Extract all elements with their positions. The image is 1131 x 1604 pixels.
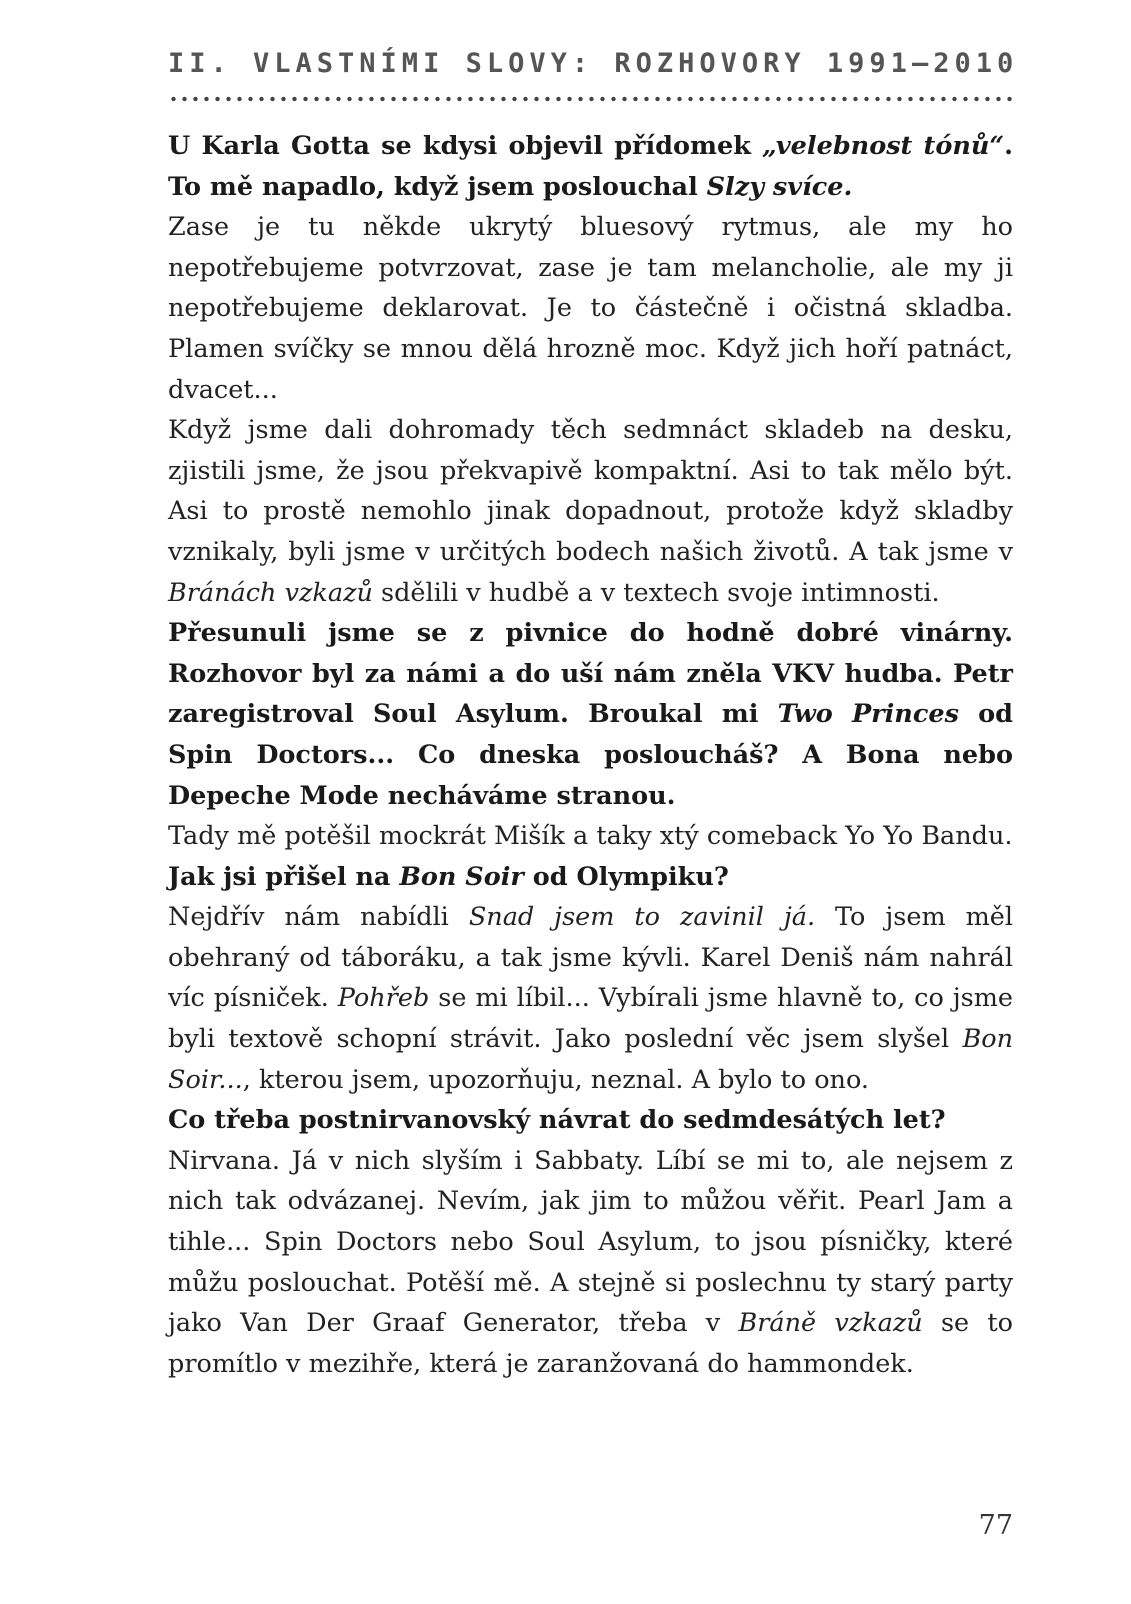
page-number: 77	[978, 1510, 1013, 1541]
interview-question	[168, 613, 1013, 816]
interview-question	[168, 126, 1013, 207]
italic-title-segment: Slzy svíce.	[706, 171, 853, 202]
interview-body	[168, 126, 1013, 1384]
interview-answer	[168, 897, 1013, 1100]
interview-question	[168, 1100, 1013, 1141]
italic-title-segment: „velebnost tónů“	[762, 131, 1005, 161]
text-segment: od Olympiku?	[523, 861, 729, 892]
text-segment: se mi líbil... Vybírali jsme hlavně to, co jsme byli textově schopní strávit. Jako poslední věc jsem slyšel	[168, 983, 1013, 1055]
interview-question	[168, 857, 1013, 898]
text-segment: Zase je tu někde ukrytý bluesový rytmus, ale my ho nepotřebujeme potvrzovat, zase je tam melancholie, ale my ji nepotřebujeme deklarovat. Je to částečně i očistná skladba. Plamen svíčky se mnou dělá hrozně moc. Když jich hoří patnáct, dvacet...	[168, 212, 1013, 405]
italic-title-segment: Bon Soir	[399, 861, 524, 892]
interview-answer	[168, 207, 1013, 410]
italic-title-segment: Bránách vzkazů	[168, 577, 373, 608]
interview-answer	[168, 1141, 1013, 1385]
running-header: II. VLASTNÍMI SLOVY: ROZHOVORY 1991–2010	[168, 48, 1019, 79]
text-segment: Přesunuli jsme se z pivnice do hodně dobré vinárny. Rozhovor byl za námi a do uší nám zněla VKV hudba. Petr zaregistroval Soul Asylum. Broukal mi	[168, 618, 1013, 730]
text-segment: od Spin Doctors... Co dneska posloucháš? A Bona nebo Depeche Mode necháváme stranou.	[168, 699, 1013, 811]
text-segment: To jsem měl obehraný od táboráku, a tak jsme kývli. Karel Deniš nám nahrál víc písniček.	[168, 902, 1014, 1014]
italic-title-segment: Bráně vzkazů	[738, 1308, 923, 1339]
italic-title-segment: Snad jsem to zavinil já.	[468, 902, 816, 933]
text-segment: Jak jsi přišel na	[168, 861, 400, 892]
dotted-divider	[168, 96, 1013, 102]
text-segment: . To mě napadlo, když jsem poslouchal	[168, 131, 1013, 202]
text-segment: U Karla Gotta se kdysi objevil přídomek	[168, 131, 763, 161]
text-segment: se to promítlo v mezihře, která je zaranžovaná do hammondek.	[168, 1308, 1014, 1379]
text-segment: Nirvana. Já v nich slyším i Sabbaty. Líbí se mi to, ale nejsem z nich tak odvázanej. Nevím, jak jim to můžou věřit. Pearl Jam a tihle... Spin Doctors nebo Soul Asylum, to jsou písničky, které můžu poslouchat. Potěší mě. A stejně si poslechnu ty starý party jako Van Der Graaf Generator, třeba v	[168, 1145, 1013, 1339]
interview-answer	[168, 410, 1013, 613]
text-segment: Když jsme dali dohromady těch sedmnáct skladeb na desku, zjistili jsme, že jsou překvapivě kompaktní. Asi to tak mělo být. Asi to prostě nemohlo jinak dopadnout, protože když skladby vznikaly, byli jsme v určitých bodech našich životů. A tak jsme v	[168, 415, 1013, 567]
text-segment: sdělili v hudbě a v textech svoje intimnosti.	[372, 577, 940, 608]
italic-title-segment: Pohřeb	[337, 983, 430, 1014]
italic-title-segment: Two Princes	[777, 699, 959, 730]
text-segment: Nejdřív nám nabídli	[168, 902, 469, 933]
text-segment: Tady mě potěšil mockrát Mišík a taky xtý comeback Yo Yo Bandu.	[168, 821, 1013, 852]
interview-answer	[168, 816, 1013, 857]
text-segment: Co třeba postnirvanovský návrat do sedmdesátých let?	[168, 1105, 946, 1136]
italic-title-segment: Bon Soir...	[168, 1024, 1013, 1095]
text-segment: , kterou jsem, upozorňuju, neznal. A bylo to ono.	[242, 1064, 869, 1095]
